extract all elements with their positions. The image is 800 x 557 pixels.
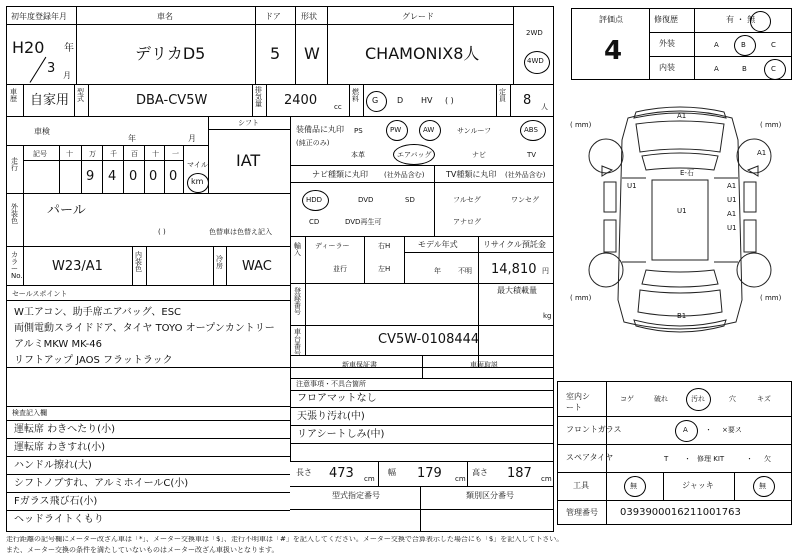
equip-navi: ナビ	[472, 151, 486, 159]
interior-color-label: 内装色	[135, 251, 142, 273]
mileage-label: 走行	[11, 157, 18, 172]
int-b: B	[742, 65, 747, 73]
digit-h-man: 万	[89, 150, 96, 158]
ac-value: WAC	[242, 259, 272, 274]
equip-leather: 本革	[351, 151, 365, 159]
chassis-label: 車台番号	[294, 328, 301, 357]
equip-tv: TV	[527, 151, 537, 159]
mile-label: マイル	[187, 161, 208, 169]
year-unit: 年	[64, 43, 74, 54]
equip-aw: AW	[423, 126, 435, 134]
height-label: 高さ	[472, 468, 488, 477]
equip-abs: ABS	[524, 126, 538, 134]
grade-value: CHAMONIX8人	[365, 44, 480, 63]
jack-label: ジャッキ	[682, 481, 714, 490]
digit-h-10man: 十	[66, 150, 73, 158]
shape-label: 形状	[301, 12, 317, 21]
chassis-value: CV5W-0108444	[378, 332, 480, 347]
year-era: H20	[12, 38, 45, 57]
yen-unit: 円	[542, 267, 549, 275]
tv-oneseg: ワンセグ	[511, 196, 539, 204]
ext-label: 外装	[659, 39, 675, 48]
displacement-label: 排気量	[255, 86, 262, 108]
month-value: 3	[47, 61, 56, 76]
equip-sunroof: サンルーフ	[457, 127, 492, 135]
seat-opt-kizu: キズ	[757, 395, 771, 403]
inspector-line: Fガラス飛び石(小)	[14, 496, 98, 507]
capacity-label: 定員	[499, 88, 506, 103]
sales-point-line: アルミMKW MK-46	[14, 339, 102, 350]
diagram-label: U1	[677, 207, 687, 215]
repair-none-circle	[750, 11, 771, 32]
seat-opt-dirt: 汚れ	[691, 395, 705, 403]
equipment-title: 装備品に丸印	[296, 125, 344, 134]
navi-sub: (社外品含む)	[384, 171, 425, 179]
navi-title: ナビ種類に丸印	[312, 170, 368, 179]
exterior-color: パール	[47, 203, 86, 218]
diagram-label: A1	[727, 182, 737, 190]
inspector-label: 検査記入欄	[12, 409, 47, 417]
capacity-value: 8	[523, 93, 532, 108]
inspector-line: ハンドル擦れ(大)	[14, 460, 92, 471]
equip-ps: PS	[354, 127, 363, 135]
model-label: 型式	[77, 88, 84, 103]
inspection-month: 月	[188, 134, 196, 143]
tv-analog: アナログ	[453, 218, 481, 226]
ext-b: B	[741, 41, 746, 49]
windshield-x: ×要ス	[722, 426, 742, 434]
km-unit: km	[191, 177, 204, 186]
type-number-label: 型式指定番号	[332, 491, 380, 500]
fuel-label: 燃料	[352, 88, 359, 103]
tire-mm: ( mm)	[570, 294, 592, 302]
diagram-label: U1	[727, 196, 737, 204]
width-value: 179	[417, 466, 442, 481]
warranty-manual: 車両取説	[470, 361, 498, 369]
import-dealer: ディーラー	[315, 242, 350, 250]
seat-opt-koge: コゲ	[620, 395, 634, 403]
model-year-year: 年	[434, 267, 441, 275]
repair-options: 有 ・ 無	[726, 15, 756, 24]
mgmt-label: 管理番号	[566, 508, 598, 517]
inspector-line: シフトノブすれ、アルミホイールC(小)	[14, 478, 189, 489]
spare-label: スペアタイヤ	[566, 453, 614, 462]
car-name-label: 車名	[157, 12, 173, 21]
seat-label: 室内シート	[566, 392, 590, 413]
tv-fullseg: フルセグ	[453, 196, 481, 204]
digit-h-ichi: 一	[172, 150, 179, 158]
tire-mm: ( mm)	[570, 121, 592, 129]
class-number-label: 類別区分番号	[466, 491, 514, 500]
color-no-label: カラーNo.	[11, 251, 23, 280]
navi-dvd-play: DVD再生可	[345, 218, 382, 226]
diagram-label: B1	[677, 312, 687, 320]
digit-h-mark: 記号	[33, 150, 47, 158]
navi-hdd: HDD	[306, 196, 323, 204]
note-line: フロアマットなし	[297, 393, 377, 404]
recycle-label: リサイクル預託金	[483, 240, 546, 249]
seat-opt-yabure: 破れ	[654, 395, 668, 403]
import-label: 輸入	[294, 242, 301, 257]
int-c: C	[771, 65, 776, 73]
registration-label: 登録番号	[294, 287, 301, 316]
exterior-paren: ( )	[158, 228, 166, 236]
warranty-new: 新車保証書	[342, 361, 377, 369]
door-label: ドア	[265, 12, 281, 21]
max-load-label: 最大積載量	[497, 286, 537, 295]
spare-dot1: ・	[684, 455, 691, 463]
grade-label: グレード	[402, 12, 434, 21]
windshield-a: A	[683, 426, 688, 434]
int-label: 内装	[659, 63, 675, 72]
sales-point-line: W工アコン、助手席エアバッグ、ESC	[14, 307, 182, 318]
inspector-line: ヘッドライトくもり	[14, 514, 104, 525]
use-value: 自家用	[30, 93, 70, 108]
sales-point-line: リフトアップ JAOS フラットラック	[14, 355, 173, 366]
width-unit: cm	[455, 475, 466, 483]
inspector-line: 運転席 わきへたり(小)	[14, 424, 115, 435]
equip-pw: PW	[390, 126, 402, 134]
model-value: DBA-CV5W	[136, 93, 208, 108]
tire-mm: ( mm)	[760, 294, 782, 302]
spare-none: 欠	[764, 455, 771, 463]
diagram-label: U1	[727, 224, 737, 232]
displacement-value: 2400	[284, 93, 318, 108]
footnote-line1: 走行距離の記号欄にメーター改ざん車は「*」、メーター交換車は「$」、走行不明車は「#」を記入してください。メーター交換で合算表示した場合にも「$」を記入して下さい。	[6, 536, 564, 543]
import-right: 右H	[378, 242, 391, 250]
digit-h-hyaku: 百	[131, 150, 138, 158]
kg-unit: kg	[543, 312, 552, 320]
inspection-label: 車検	[34, 127, 50, 136]
model-year-unknown: 不明	[458, 267, 472, 275]
width-label: 幅	[388, 468, 396, 477]
jack-value: 無	[759, 482, 766, 490]
diagram-label: A1	[677, 112, 687, 120]
fuel-g: G	[372, 96, 379, 105]
fuel-hv: HV	[421, 96, 433, 105]
color-no-value: W23/A1	[52, 259, 103, 274]
car-damage-diagram	[566, 100, 794, 340]
drive-2wd: 2WD	[526, 29, 543, 37]
diagram-label: A1	[727, 210, 737, 218]
score-value: 4	[604, 36, 623, 66]
body-shape: W	[304, 44, 320, 63]
import-parallel: 並行	[333, 265, 347, 273]
spare-dot2: ・	[746, 455, 753, 463]
car-name: デリカD5	[135, 44, 206, 63]
model-year-label: モデル年式	[418, 240, 458, 249]
shift-value: IAT	[236, 151, 261, 170]
reg-year-label: 初年度登録年月	[11, 12, 67, 21]
footnote-line2: また、メーター交換の条件を満たしていないものはメーター改ざん車扱いとなります。	[6, 546, 279, 554]
tv-title: TV種類に丸印	[446, 170, 497, 179]
tv-sub: (社外品含む)	[505, 171, 546, 179]
spare-t: T	[664, 455, 669, 463]
digit-10man: 9	[86, 169, 95, 184]
door-count: 5	[270, 44, 281, 63]
person-unit: 人	[541, 103, 548, 111]
diagram-label: E-石	[680, 169, 694, 177]
windshield-dot: ・	[705, 426, 712, 434]
repair-label: 修復歴	[654, 15, 678, 24]
height-value: 187	[507, 466, 532, 481]
exterior-label: 外装色	[11, 203, 18, 225]
use-label: 車歴	[10, 88, 17, 103]
spare-kit: 修理 KIT	[697, 455, 725, 463]
exterior-note: 色替車は色替え記入	[209, 228, 272, 236]
score-label: 評価点	[599, 15, 623, 24]
int-a: A	[714, 65, 719, 73]
recycle-value: 14,810	[491, 262, 537, 277]
length-label: 長さ	[296, 468, 312, 477]
note-line: リアシートしみ(中)	[297, 429, 385, 440]
ext-c: C	[771, 41, 776, 49]
digit-man: 4	[108, 169, 117, 184]
tools-value: 無	[630, 482, 637, 490]
drive-4wd: 4WD	[527, 57, 544, 65]
digit-hyaku: 0	[149, 169, 158, 184]
sales-point-line: 両側電動スライドドア、タイヤ TOYO オープンカントリー	[14, 323, 275, 334]
month-unit: 月	[63, 71, 71, 80]
inspector-line: 運転席 わきすれ(小)	[14, 442, 105, 453]
shift-label: シフト	[238, 119, 259, 127]
windshield-label: フロントガラス	[566, 425, 622, 434]
import-left: 左H	[378, 265, 391, 273]
navi-dvd: DVD	[358, 196, 374, 204]
sales-points-label: セールスポイント	[12, 290, 68, 298]
fuel-d: D	[397, 96, 404, 105]
equipment-subtitle: (純正のみ)	[296, 139, 330, 147]
note-line: 天張り汚れ(中)	[297, 411, 365, 422]
diagram-label: A1	[757, 149, 767, 157]
digit-sen: 0	[129, 169, 138, 184]
equip-airbag: エアバッグ	[397, 151, 432, 159]
digit-h-sen: 千	[110, 150, 117, 158]
length-unit: cm	[364, 475, 375, 483]
diagram-label: U1	[627, 182, 637, 190]
length-value: 473	[329, 466, 354, 481]
tire-mm: ( mm)	[760, 121, 782, 129]
digit-juu: 0	[169, 169, 178, 184]
navi-cd: CD	[309, 218, 320, 226]
fuel-other: ( )	[445, 96, 454, 105]
inspection-year: 年	[128, 134, 136, 143]
mgmt-value: 0393900016211001763	[620, 507, 741, 518]
notes-label: 注意事項・不具合箇所	[296, 380, 366, 388]
navi-sd: SD	[405, 196, 415, 204]
height-unit: cm	[541, 475, 552, 483]
digit-h-juu: 十	[152, 150, 159, 158]
cc-unit: cc	[334, 103, 342, 111]
seat-opt-ana: 穴	[729, 395, 736, 403]
ac-label: 冷房	[216, 255, 223, 270]
tools-label: 工具	[573, 481, 589, 490]
ext-a: A	[714, 41, 719, 49]
